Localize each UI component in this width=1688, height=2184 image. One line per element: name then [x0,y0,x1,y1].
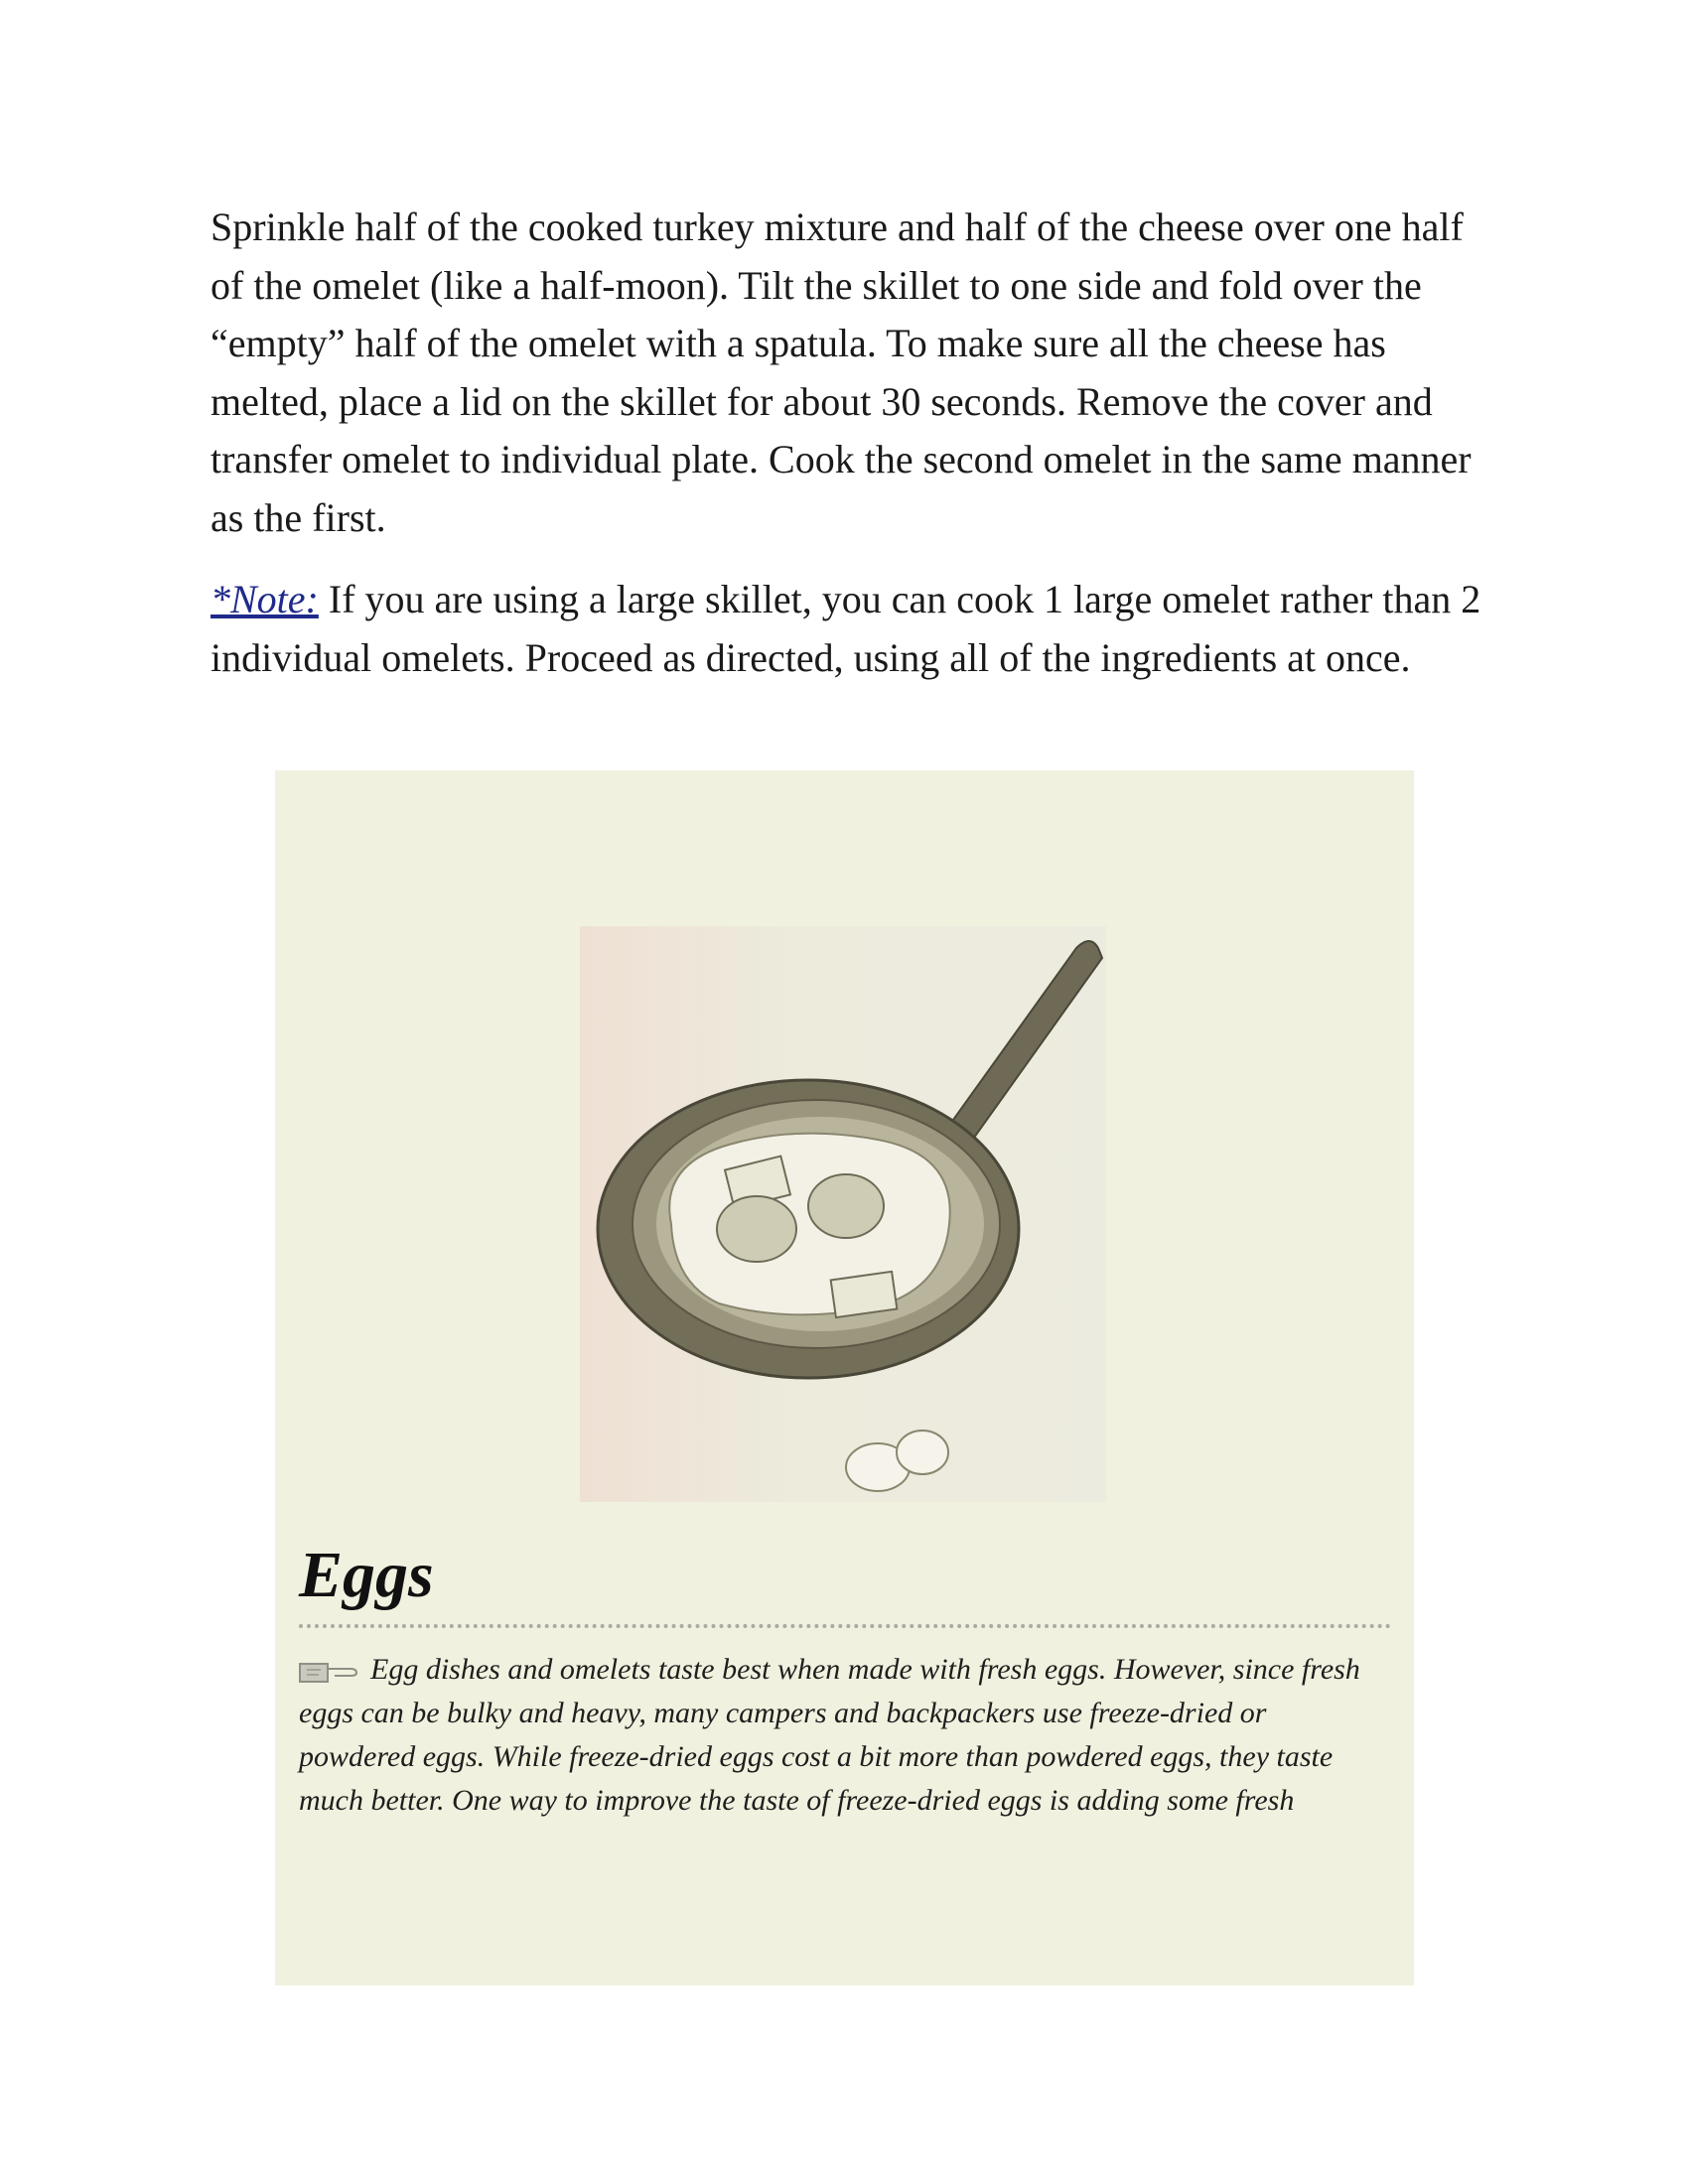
eggs-sidebar [275,770,1414,1985]
title-divider [299,1624,1391,1628]
sidebar-text: Egg dishes and omelets taste best when made with fresh eggs. However, since fresh eggs can be bulky and heavy, many campers and backpackers use freeze-dried or powdered eggs. While freeze-dried eggs cost a bit more than powdered eggs, they taste much better. One way to improve the taste of freeze-dried eggs is adding some fresh [299,1653,1360,1817]
note-label: *Note: [211,577,319,621]
note-text: If you are using a large skillet, you can cook 1 large omelet rather than 2 individual omelets. Proceed as directed, using all of the ingredients at once. [211,577,1481,680]
sidebar-tip-text [299,1648,1371,1823]
instruction-paragraph: Sprinkle half of the cooked turkey mixture and half of the cheese over one half of the omelet (like a half-moon). Tilt the skillet to one side and fold over the “empty” half of the omelet with a spatula. To make sure all the cheese has melted, place a lid on the skillet for about 30 seconds. Remove the cover and transfer omelet to individual plate. Cook the second omelet in the same manner as the first. [211,205,1472,540]
skillet-with-fried-eggs-icon [580,926,1106,1502]
pointing-hand-icon [299,1655,360,1681]
sidebar-title: Eggs [299,1539,434,1611]
note-paragraph [211,571,1491,687]
